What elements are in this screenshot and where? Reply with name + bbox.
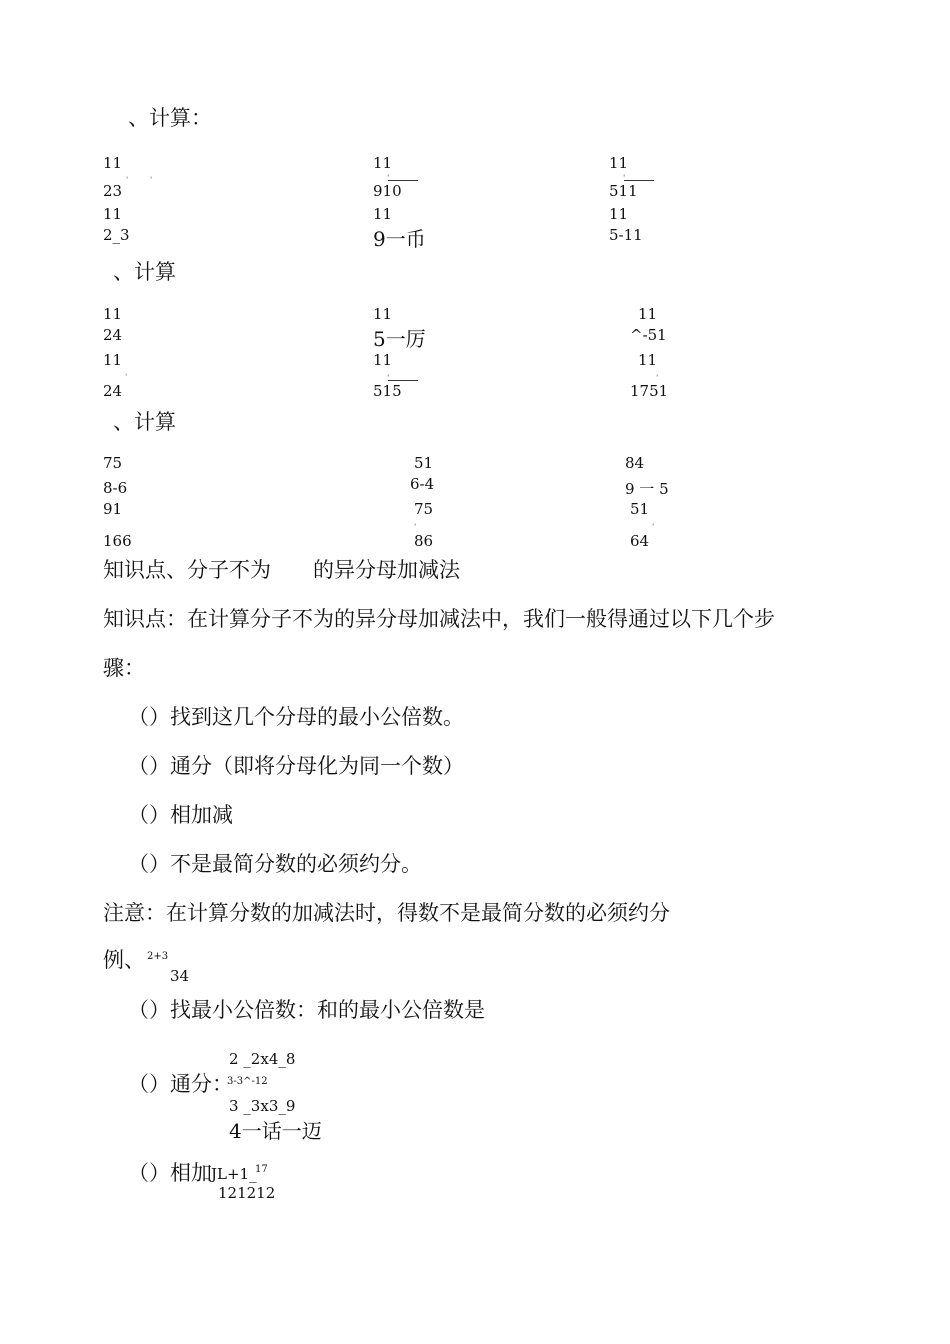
fraction-text: 86 [414, 532, 434, 550]
fraction-text: 515 [373, 382, 402, 400]
fraction-text: 11 [103, 305, 123, 323]
example-step-1: （）找最小公倍数：和的最小公倍数是 [128, 998, 485, 1022]
fraction-text: 11 [373, 305, 393, 323]
example-label: 例、 [103, 948, 145, 972]
fraction-text: 11 [609, 154, 629, 172]
fraction-text: 11 [638, 351, 658, 369]
knowledge-title: 知识点、分子不为 的异分母加减法 [103, 558, 460, 582]
fraction-text: 11 [103, 205, 123, 223]
fraction-text: 2_3 [103, 226, 130, 244]
fraction-text: 166 [103, 532, 132, 550]
fraction-text: 6-4 [410, 475, 435, 493]
example-step-3-expression: JL+1_ [211, 1165, 257, 1183]
knowledge-intro-line-2: 骤： [103, 656, 145, 680]
fraction-text: 910 [373, 182, 402, 200]
fraction-text: 11 [373, 351, 393, 369]
example-step-2-line: 2 _2x4_8 [229, 1050, 296, 1068]
example-step-2-line: 4一话一迈 [229, 1119, 322, 1143]
fraction-text: 5一厉 [373, 327, 426, 351]
example-superscript: 2+3 [147, 951, 169, 962]
knowledge-intro-line-1: 知识点：在计算分子不为的异分母加减法中，我们一般得通过以下几个步 [103, 607, 775, 631]
fraction-text: 84 [625, 454, 645, 472]
example-step-3-superscript: 17 [255, 1164, 268, 1175]
note-text: 注意：在计算分数的加减法时，得数不是最简分数的必须约分 [103, 901, 670, 925]
fraction-text: 11 [373, 154, 393, 172]
fraction-text: 11 [373, 205, 393, 223]
fraction-text: 75 [414, 500, 434, 518]
example-step-2-line: 3 _3x3_9 [229, 1097, 296, 1115]
fraction-text: 91 [103, 500, 123, 518]
fraction-text: 23 [103, 182, 123, 200]
fraction-text: 511 [609, 182, 638, 200]
example-denominator: 34 [170, 967, 190, 985]
fraction-text: 75 [103, 454, 123, 472]
fraction-bar [388, 380, 418, 381]
step-item: （）通分（即将分母化为同一个数） [128, 754, 464, 778]
fraction-text: 24 [103, 382, 123, 400]
example-step-3-label: （）相加 [128, 1161, 212, 1185]
fraction-text: 51 [630, 500, 650, 518]
fraction-text: 1751 [630, 382, 669, 400]
fraction-text: 51 [414, 454, 434, 472]
fraction-bar [624, 180, 654, 181]
fraction-text: 11 [103, 154, 123, 172]
section3-heading: 、计算 [113, 410, 176, 434]
fraction-text: 5-11 [609, 226, 643, 244]
step-item: （）相加减 [128, 803, 233, 827]
step-item: （）找到这几个分母的最小公倍数。 [128, 705, 464, 729]
fraction-text: 24 [103, 326, 123, 344]
fraction-text: 11 [638, 305, 658, 323]
example-step-2-label: （）通分： [128, 1072, 233, 1096]
fraction-text: 8-6 [103, 479, 128, 497]
fraction-text: 11 [103, 351, 123, 369]
section1-heading: 、计算： [128, 106, 212, 130]
fraction-bar [388, 180, 418, 181]
step-item: （）不是最简分数的必须约分。 [128, 852, 422, 876]
example-step-3-denominator: 121212 [218, 1184, 276, 1202]
fraction-text: 9一币 [373, 227, 426, 251]
section2-heading: 、计算 [113, 260, 176, 284]
fraction-text: 64 [630, 532, 650, 550]
example-step-2-line: 3-3^-12 [227, 1076, 268, 1087]
fraction-text: 11 [609, 205, 629, 223]
fraction-text: 9 一 5 [625, 480, 669, 498]
fraction-text: ^-51 [630, 326, 667, 344]
